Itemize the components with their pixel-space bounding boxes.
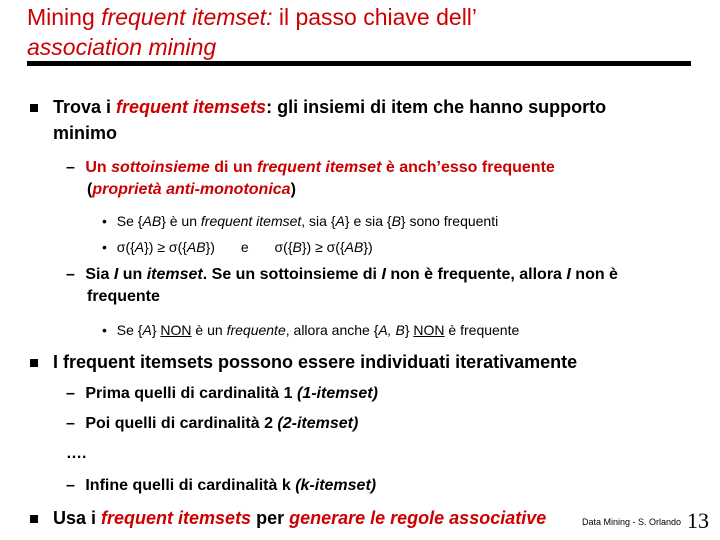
dash-bullet: –	[66, 385, 75, 402]
bullet-2	[30, 349, 577, 375]
text: (	[87, 181, 93, 198]
text: non è	[570, 266, 618, 283]
text: non è frequente, allora	[385, 266, 567, 283]
text: : gli insiemi di item che hanno supporto	[266, 97, 607, 117]
text: }) ≥ σ({	[301, 239, 345, 255]
dash-bullet: –	[66, 415, 75, 432]
text: frequent itemset	[200, 213, 302, 229]
footer-credit: Data Mining - S. Orlando	[582, 517, 682, 527]
text: I	[113, 266, 119, 283]
bullet-text-continuation: frequente	[87, 288, 160, 305]
text: Se {	[116, 213, 143, 229]
text: σ({	[116, 239, 135, 255]
dot-bullet: •	[102, 322, 107, 338]
formula-right	[275, 239, 373, 255]
bullet-text	[85, 266, 618, 283]
text: (k-itemset)	[295, 477, 377, 494]
ellipsis: ….	[66, 445, 87, 462]
text: , allora anche {	[285, 322, 379, 338]
text: AB	[142, 213, 162, 229]
text: } e sia {	[344, 213, 392, 229]
text: per	[251, 508, 290, 528]
dash-bullet: –	[66, 266, 75, 283]
text: I	[381, 266, 386, 283]
text: Poi quelli di cardinalità 2	[85, 415, 278, 432]
text: A	[142, 322, 152, 338]
text: A, B	[378, 322, 405, 338]
bullet-text	[85, 159, 554, 176]
title-underline	[27, 61, 691, 66]
text: , sia {	[301, 213, 336, 229]
text: AB	[344, 239, 364, 255]
text: un	[118, 266, 147, 283]
bullet-2-4	[66, 475, 376, 497]
bullet-text	[53, 508, 546, 528]
bullet-text	[117, 322, 519, 338]
text: B	[292, 239, 302, 255]
page-number: 13	[687, 508, 709, 533]
bullet-text	[117, 213, 498, 229]
text: }) ≥ σ({	[144, 239, 187, 255]
text: })	[363, 239, 373, 255]
bullet-1	[30, 94, 606, 146]
text: } è un	[161, 213, 201, 229]
text: Usa i	[53, 508, 102, 528]
text: frequent itemset	[256, 159, 382, 176]
dot-bullet: •	[102, 213, 107, 229]
text: proprietà anti-monotonica	[92, 181, 291, 198]
square-bullet-icon	[30, 359, 38, 367]
title-line-2: association mining	[27, 34, 217, 60]
title-text: il passo chiave dell’	[272, 4, 478, 30]
dash-bullet: –	[66, 477, 75, 494]
bullet-2-2	[66, 413, 358, 435]
text: A	[335, 213, 345, 229]
dash-bullet: –	[66, 159, 75, 176]
text: NON	[413, 322, 445, 338]
text: (1-itemset)	[296, 385, 378, 402]
text-highlight: frequent itemsets	[116, 97, 267, 117]
square-bullet-icon	[30, 515, 38, 523]
bullet-2-1	[66, 383, 378, 405]
bullet-text	[85, 415, 358, 432]
bullet-text-continuation: minimo	[53, 123, 118, 143]
bullet-text-continuation	[87, 181, 296, 198]
text: )	[290, 181, 296, 198]
title-text: Mining	[27, 4, 102, 30]
formula-left	[117, 239, 215, 255]
text: I	[566, 266, 571, 283]
text-highlight: generare le regole associative	[289, 508, 547, 528]
slide-title	[27, 2, 707, 62]
title-text-italic: frequent itemset:	[101, 4, 273, 30]
square-bullet-icon	[30, 104, 38, 112]
text: è frequente	[444, 322, 520, 338]
bullet-1-1-2	[102, 238, 373, 256]
bullet-1-2	[66, 264, 618, 308]
text: Se {	[116, 322, 143, 338]
bullet-text	[85, 385, 378, 402]
bullet-1-2-1	[102, 321, 519, 339]
bullet-1-1	[66, 157, 555, 201]
text: }	[151, 322, 161, 338]
text: Trova i	[53, 97, 117, 117]
text: di un	[209, 159, 257, 176]
text: AB	[186, 239, 206, 255]
bullet-text	[53, 97, 606, 117]
text: Prima quelli di cardinalità 1	[85, 385, 297, 402]
bullet-text: I frequent itemsets possono essere individuati iterativamente	[53, 352, 578, 372]
dot-bullet: •	[102, 239, 107, 255]
bullet-1-1-1	[102, 212, 498, 230]
text: σ({	[274, 239, 293, 255]
conjunction: e	[240, 239, 249, 255]
text: } sono frequenti	[400, 213, 499, 229]
text: . Se un sottoinsieme di	[202, 266, 382, 283]
text: A	[134, 239, 145, 255]
text: }	[404, 322, 414, 338]
text: sottoinsieme	[111, 159, 210, 176]
text: NON	[160, 322, 192, 338]
text: Infine quelli di cardinalità k	[85, 477, 296, 494]
text: è anch’esso frequente	[381, 159, 555, 176]
bullet-3	[30, 505, 546, 531]
text: B	[391, 213, 401, 229]
text: itemset	[146, 266, 203, 283]
text: (2-itemset)	[277, 415, 359, 432]
text: })	[205, 239, 215, 255]
text: è un	[191, 322, 227, 338]
bullet-text	[85, 477, 376, 494]
text: Un	[85, 159, 112, 176]
title-line-1	[27, 2, 707, 32]
text-highlight: frequent itemsets	[101, 508, 252, 528]
text: frequente	[226, 322, 286, 338]
text: Sia	[85, 266, 114, 283]
